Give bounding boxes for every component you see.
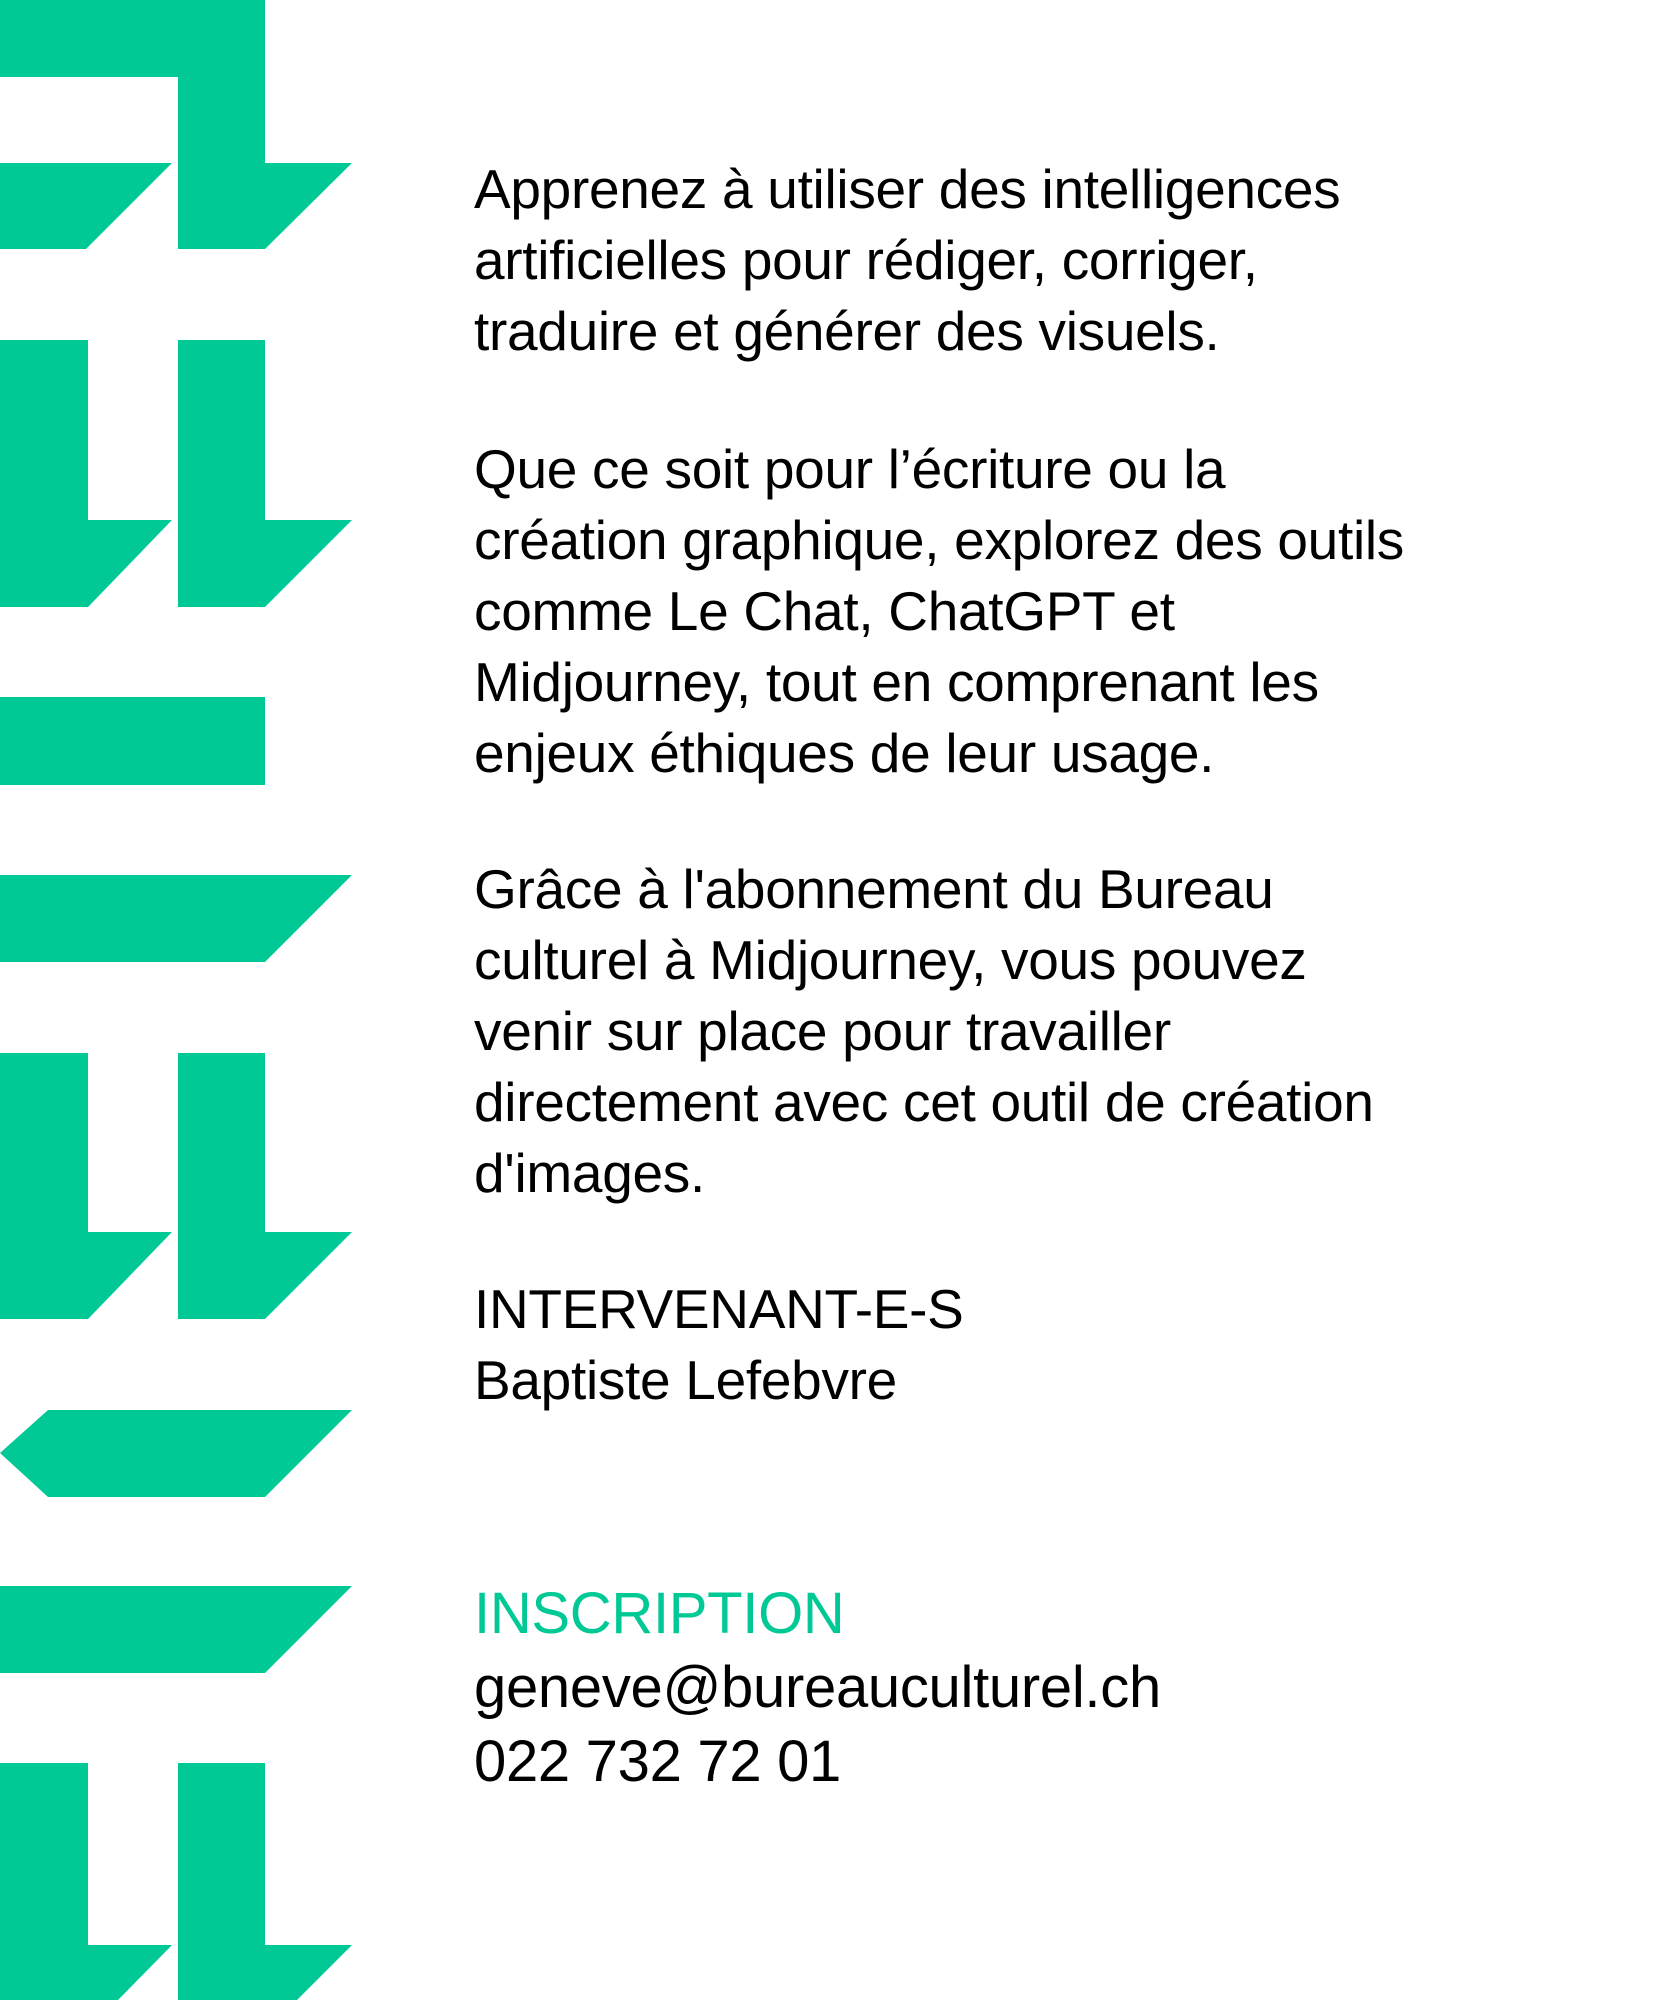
- tools-paragraph: Que ce soit pour l’écriture ou la création graphique, explorez des outils comme Le Chat, ChatGPT et Midjourney, tout en comprenant les enjeux éthiques de leur usage.: [474, 438, 1404, 784]
- subscription-paragraph: Grâce à l'abonnement du Bureau culturel à Midjourney, vous pouvez venir sur place pour travailler directement avec cet outil de création d'images.: [474, 858, 1374, 1204]
- pattern-shape: [0, 340, 172, 607]
- pattern-shape: [0, 875, 352, 962]
- pattern-shape: [0, 697, 265, 785]
- signup-phone[interactable]: 022 732 72 01: [474, 1729, 842, 1794]
- speaker-name: Baptiste Lefebvre: [474, 1349, 897, 1411]
- signup-email[interactable]: geneve@bureauculturel.ch: [474, 1655, 1161, 1720]
- pattern-shape: [178, 340, 352, 607]
- signup-heading: INSCRIPTION: [474, 1581, 845, 1646]
- intro-paragraph: Apprenez à utiliser des intelligences artificielles pour rédiger, corriger, traduire et générer des visuels.: [474, 158, 1341, 362]
- signup-section: [474, 1577, 1614, 1799]
- pattern-shape: [0, 163, 172, 249]
- green-arrow-pattern: [0, 0, 360, 2000]
- pattern-shape: [0, 1763, 172, 2000]
- pattern-shape: [0, 1410, 352, 1497]
- pattern-shape: [0, 1053, 172, 1319]
- speakers-section: [474, 1274, 1614, 1416]
- speakers-heading: INTERVENANT-E-S: [474, 1278, 964, 1340]
- pattern-shape: [178, 1053, 352, 1319]
- pattern-shape: [178, 1763, 352, 2000]
- pattern-shape: [0, 1586, 352, 1673]
